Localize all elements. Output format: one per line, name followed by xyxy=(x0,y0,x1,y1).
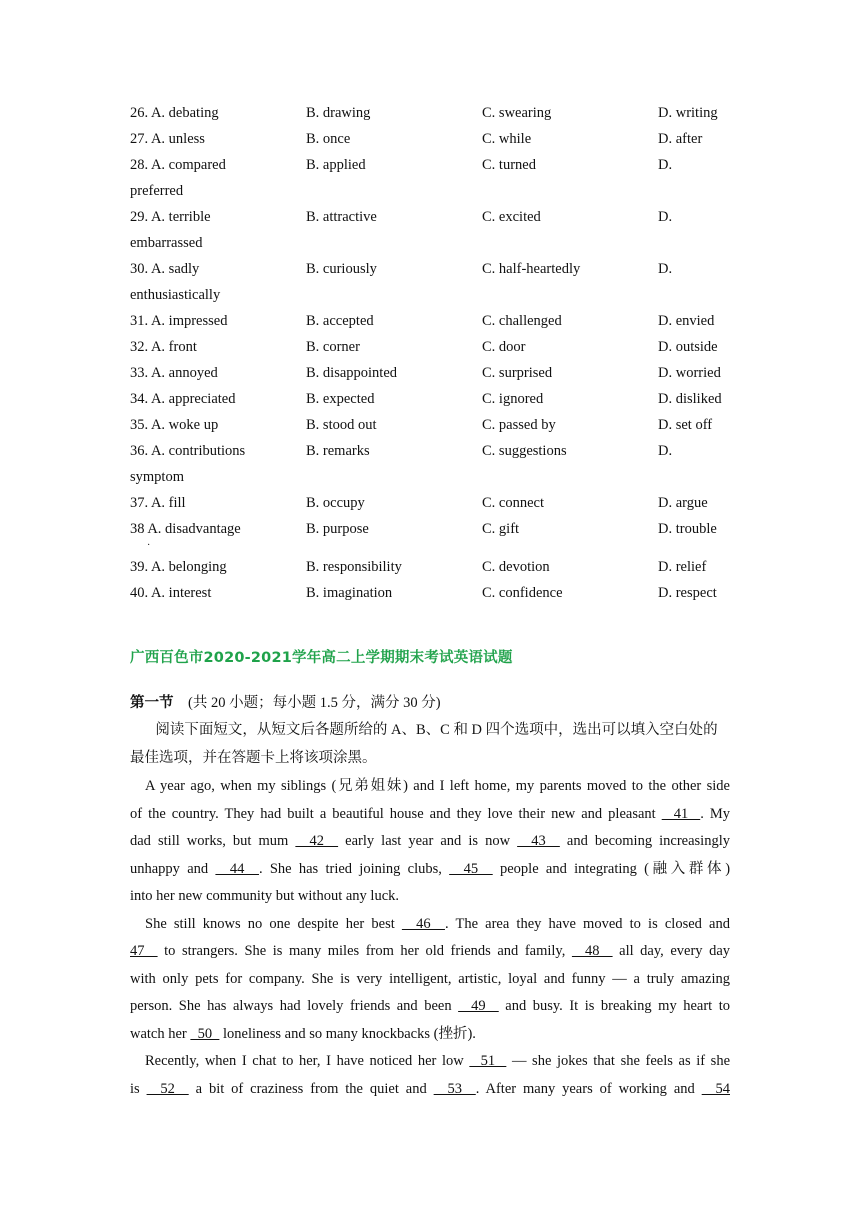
blank: 45 xyxy=(449,860,493,877)
blank: 42 xyxy=(295,833,339,849)
option-b: B. corner xyxy=(306,339,360,355)
option-continuation: enthusiastically xyxy=(130,287,221,303)
option-c: C. half-heartedly xyxy=(482,261,581,277)
option-row xyxy=(130,580,730,606)
passage-line xyxy=(130,911,730,939)
passage-text: . After many years of working and xyxy=(475,1080,702,1097)
option-continuation: symptom xyxy=(130,469,184,485)
option-a: 28. A. compared xyxy=(130,157,226,173)
option-a: 27. A. unless xyxy=(130,131,205,147)
passage-text: watch her xyxy=(130,1025,191,1042)
passage-line xyxy=(130,938,730,966)
passage-text: . The area they have moved to is closed and xyxy=(444,915,730,932)
option-a: 34. A. appreciated xyxy=(130,391,236,407)
blank: 48 xyxy=(571,943,613,959)
passage-text: and busy. It is breaking my heart to xyxy=(498,998,730,1014)
option-b: B. applied xyxy=(306,157,366,173)
option-d: D. xyxy=(658,261,673,277)
instructions-text: 阅读下面短文，从短文后各题所给的 A、B、C 和 D 四个选项中，选出可以填入空白处的最佳选项，并在答题卡上将该项涂黑。 xyxy=(130,722,718,766)
option-row xyxy=(130,152,730,178)
passage-text: a bit of craziness from the quiet and xyxy=(188,1080,434,1097)
option-b: B. once xyxy=(306,131,351,147)
passage-line xyxy=(130,1048,730,1076)
option-continuation: embarrassed xyxy=(130,235,203,251)
option-a: 30. A. sadly xyxy=(130,261,200,277)
option-a: 40. A. interest xyxy=(130,585,212,601)
section-header xyxy=(130,691,441,712)
option-b: B. curiously xyxy=(306,261,377,277)
passage-text: with only pets for company. She is very intelligent, artistic, loyal and funny — a truly amazing xyxy=(130,970,730,987)
option-c: C. door xyxy=(482,339,526,355)
passage-line xyxy=(130,1021,730,1049)
option-b: B. drawing xyxy=(306,105,371,121)
option-a: 35. A. woke up xyxy=(130,417,219,433)
option-row xyxy=(130,490,730,516)
passage-text: loneliness and so many knockbacks (挫折). xyxy=(219,1025,476,1042)
passage-text: into her new community but without any luck. xyxy=(130,888,400,904)
blank: 49 xyxy=(458,998,499,1014)
option-b: B. remarks xyxy=(306,443,370,459)
option-a: 26. A. debating xyxy=(130,105,219,121)
option-c: C. challenged xyxy=(482,313,562,329)
blank: 44 xyxy=(215,860,259,877)
passage-text: of the country. They had built a beautiful house and they love their new and pleasant xyxy=(130,805,662,822)
option-b: B. occupy xyxy=(306,495,365,511)
option-row xyxy=(130,438,730,464)
blank: 52 xyxy=(146,1080,189,1097)
option-c: C. swearing xyxy=(482,105,552,121)
option-b: B. stood out xyxy=(306,417,377,433)
blank: 54 xyxy=(701,1080,730,1097)
option-c: C. connect xyxy=(482,495,545,511)
passage-text: . She has tried joining clubs, xyxy=(258,860,450,877)
blank: 53 xyxy=(433,1080,476,1097)
option-a: 37. A. fill xyxy=(130,495,186,511)
option-continuation: preferred xyxy=(130,183,184,199)
option-b: B. disappointed xyxy=(306,365,398,381)
option-d: D. trouble xyxy=(658,521,717,537)
option-row xyxy=(130,554,730,580)
blank: 51 xyxy=(469,1053,507,1069)
passage-line xyxy=(130,856,730,884)
option-d: D. envied xyxy=(658,313,715,329)
option-row xyxy=(130,412,730,438)
section-info: (共 20 小题；每小题 1.5 分，满分 30 分) xyxy=(188,695,441,711)
blank: 50 xyxy=(190,1025,220,1042)
option-c: C. surprised xyxy=(482,365,553,381)
option-row xyxy=(130,516,730,542)
option-a: 39. A. belonging xyxy=(130,559,227,575)
option-d: D. argue xyxy=(658,495,708,511)
option-row xyxy=(130,256,730,282)
passage-line xyxy=(130,883,730,911)
option-d: D. xyxy=(658,443,673,459)
passage-text: and becoming increasingly xyxy=(559,833,730,849)
passage-line xyxy=(130,993,730,1021)
option-a: 29. A. terrible xyxy=(130,209,211,225)
option-c: C. excited xyxy=(482,209,541,225)
dot-mark: · xyxy=(147,540,151,551)
exam-title: 广西百色市2020-2021学年高二上学期期末考试英语试题 xyxy=(130,650,513,666)
option-b: B. responsibility xyxy=(306,559,402,575)
option-c: C. passed by xyxy=(482,417,556,433)
option-d: D. relief xyxy=(658,559,707,575)
option-a: 31. A. impressed xyxy=(130,313,228,329)
passage-line xyxy=(130,773,730,801)
blank: 41 xyxy=(661,805,701,822)
option-d: D. worried xyxy=(658,365,721,381)
passage-line xyxy=(130,801,730,829)
option-a: 38 A. disadvantage xyxy=(130,521,241,537)
passage-text: She still knows no one despite her best xyxy=(145,915,402,932)
instructions xyxy=(130,717,730,772)
passage-line xyxy=(130,1076,730,1104)
option-c: C. while xyxy=(482,131,532,147)
passage-text: . My xyxy=(700,805,730,822)
option-d: D. set off xyxy=(658,417,713,433)
option-a: 32. A. front xyxy=(130,339,197,355)
blank: 43 xyxy=(517,833,560,849)
option-a: 33. A. annoyed xyxy=(130,365,218,381)
option-c: C. suggestions xyxy=(482,443,567,459)
option-row xyxy=(130,360,730,386)
passage-text: all day, every day xyxy=(612,943,731,959)
blank: 46 xyxy=(401,915,445,932)
option-a: 36. A. contributions xyxy=(130,443,246,459)
option-d: D. after xyxy=(658,131,703,147)
option-b: B. purpose xyxy=(306,521,369,537)
option-c: C. devotion xyxy=(482,559,550,575)
option-d: D. outside xyxy=(658,339,718,355)
option-d: D. xyxy=(658,209,673,225)
option-d: D. respect xyxy=(658,585,717,601)
passage-line xyxy=(130,966,730,994)
option-b: B. accepted xyxy=(306,313,374,329)
passage-text: dad still works, but mum xyxy=(130,833,296,849)
option-row xyxy=(130,126,730,152)
option-row xyxy=(130,334,730,360)
option-d: D. writing xyxy=(658,105,718,121)
option-b: B. expected xyxy=(306,391,375,407)
option-c: C. ignored xyxy=(482,391,544,407)
option-c: C. turned xyxy=(482,157,536,173)
section-label: 第一节 xyxy=(130,695,174,711)
option-row xyxy=(130,386,730,412)
passage-text: is xyxy=(130,1080,147,1097)
option-row xyxy=(130,204,730,230)
passage-text: — she jokes that she feels as if she xyxy=(506,1053,731,1069)
passage-text: to strangers. She is many miles from her old friends and family, xyxy=(157,943,572,959)
option-c: C. confidence xyxy=(482,585,563,601)
passage-text: person. She has always had lovely friends and been xyxy=(130,998,459,1014)
option-b: B. imagination xyxy=(306,585,393,601)
passage-text: early last year and is now xyxy=(338,833,518,849)
passage-text: people and integrating (融入群体) xyxy=(492,860,731,877)
passage-text: A year ago, when my siblings (兄弟姐妹) and I left home, my parents moved to the other side xyxy=(145,778,730,794)
passage-text: unhappy and xyxy=(130,860,216,877)
blank: 47 xyxy=(130,943,158,959)
passage-line xyxy=(130,828,730,856)
option-b: B. attractive xyxy=(306,209,377,225)
passage-text: Recently, when I chat to her, I have noticed her low xyxy=(145,1053,470,1069)
option-row xyxy=(130,100,730,126)
option-row xyxy=(130,308,730,334)
option-d: D. xyxy=(658,157,673,173)
option-c: C. gift xyxy=(482,521,520,537)
option-d: D. disliked xyxy=(658,391,722,407)
